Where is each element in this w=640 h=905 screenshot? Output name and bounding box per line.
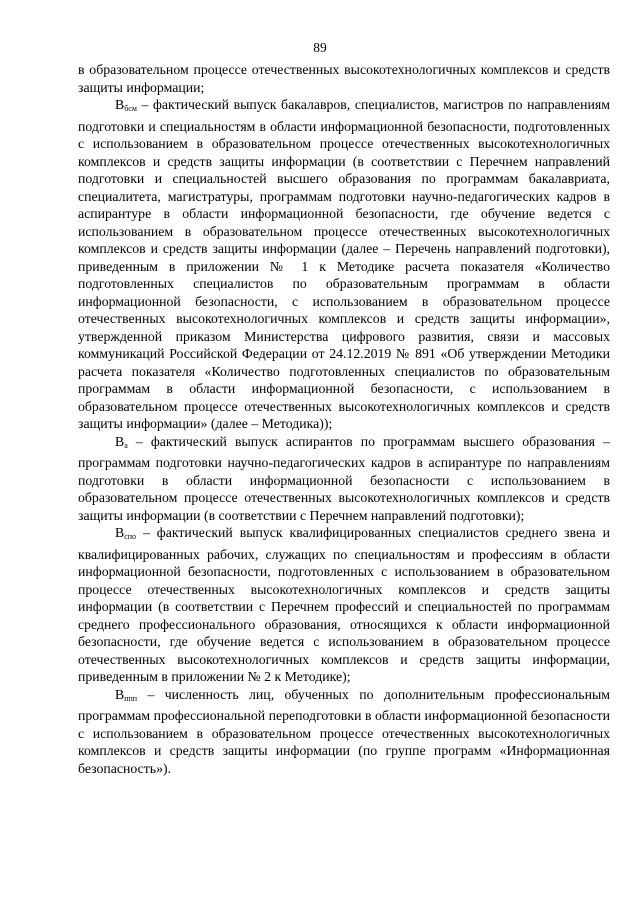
variable-letter: В	[115, 97, 125, 112]
document-body	[78, 61, 610, 777]
paragraph-text: в образовательном процессе отечественных высокотехнологичных комплексов и средств защиты информации;	[78, 62, 610, 95]
variable-symbol	[115, 525, 136, 540]
variable-letter: В	[115, 525, 125, 540]
variable-subscript: бсм	[124, 104, 137, 113]
variable-symbol	[115, 687, 137, 702]
paragraph-v-bsm	[78, 96, 610, 433]
variable-letter: В	[115, 433, 125, 449]
variable-subscript: ппп	[124, 693, 138, 703]
page-number: 89	[313, 40, 327, 55]
variable-subscript: а	[124, 440, 128, 450]
paragraph-continuation	[78, 61, 610, 96]
paragraph-text: – фактический выпуск квалифицированных специалистов среднего звена и квалифицированных рабочих, служащих по специальностям и профессиям в области информационной безопасности, подготовленных с использованием в образовательном процессе отечественных высокотехнологичных комплексов и средств защиты информации (в соответствии с Перечнем профессий и специальностей по программам среднего профессионального образования, относящихся к области информационной безопасности, где обучение ведется с использованием в образовательном процессе отечественных высокотехнологичных комплексов и средств защиты информации, приведенным в приложении № 2 к Методике);	[78, 525, 610, 684]
variable-symbol	[115, 434, 128, 449]
variable-subscript: спо	[124, 532, 137, 541]
paragraph-text: – численность лиц, обученных по дополнительным профессиональным программам профессиональной переподготовки в области информационной безопасности с использованием в образовательном процессе отечественных высокотехнологичных комплексов и средств защиты информации (по группе программ «Информационная безопасность»).	[78, 686, 610, 776]
paragraph-text: – фактический выпуск аспирантов по программам высшего образования – программам подготовки научно-педагогических кадров в аспирантуре по направлениям подготовки в области информационной безопасности с использованием в образовательном процессе отечественных высокотехнологичных комплексов и средств защиты информации (в соответствии с Перечнем направлений подготовки);	[78, 433, 610, 523]
variable-symbol	[115, 97, 137, 112]
paragraph-text: – фактический выпуск бакалавров, специалистов, магистров по направлениям подготовки и специальностям в области информационной безопасности, подготовленных с использованием в образовательном процессе отечественных высокотехнологичных комплексов и средств защиты информации (в соответствии с Перечнем направлений подготовки и специальностей высшего образования по программам бакалавриата, специалитета, магистратуры, программам подготовки научно-педагогических кадров в аспирантуре в области информационной безопасности, где обучение ведется с использованием в образовательном процессе отечественных высокотехнологичных комплексов и средств защиты информации (далее – Перечень направлений подготовки), приведенным в приложении № 1 к Методике расчета показателя «Количество подготовленных специалистов по образовательным программам в области информационной безопасности, с использованием в образовательном процессе отечественных высокотехнологичных комплексов и средств защиты информации», утвержденной приказом Министерства цифрового развития, связи и массовых коммуникаций Российской Федерации от 24.12.2019 № 891 «Об утверждении Методики расчета показателя «Количество подготовленных специалистов по образовательным программам в области информационной безопасности, с использованием в образовательном процессе отечественных высокотехнологичных комплексов и средств защиты информации» (далее – Методика));	[78, 97, 610, 431]
paragraph-v-ppp	[78, 686, 610, 778]
paragraph-v-a	[78, 433, 610, 525]
paragraph-v-spo	[78, 524, 610, 686]
variable-letter: В	[115, 686, 125, 702]
